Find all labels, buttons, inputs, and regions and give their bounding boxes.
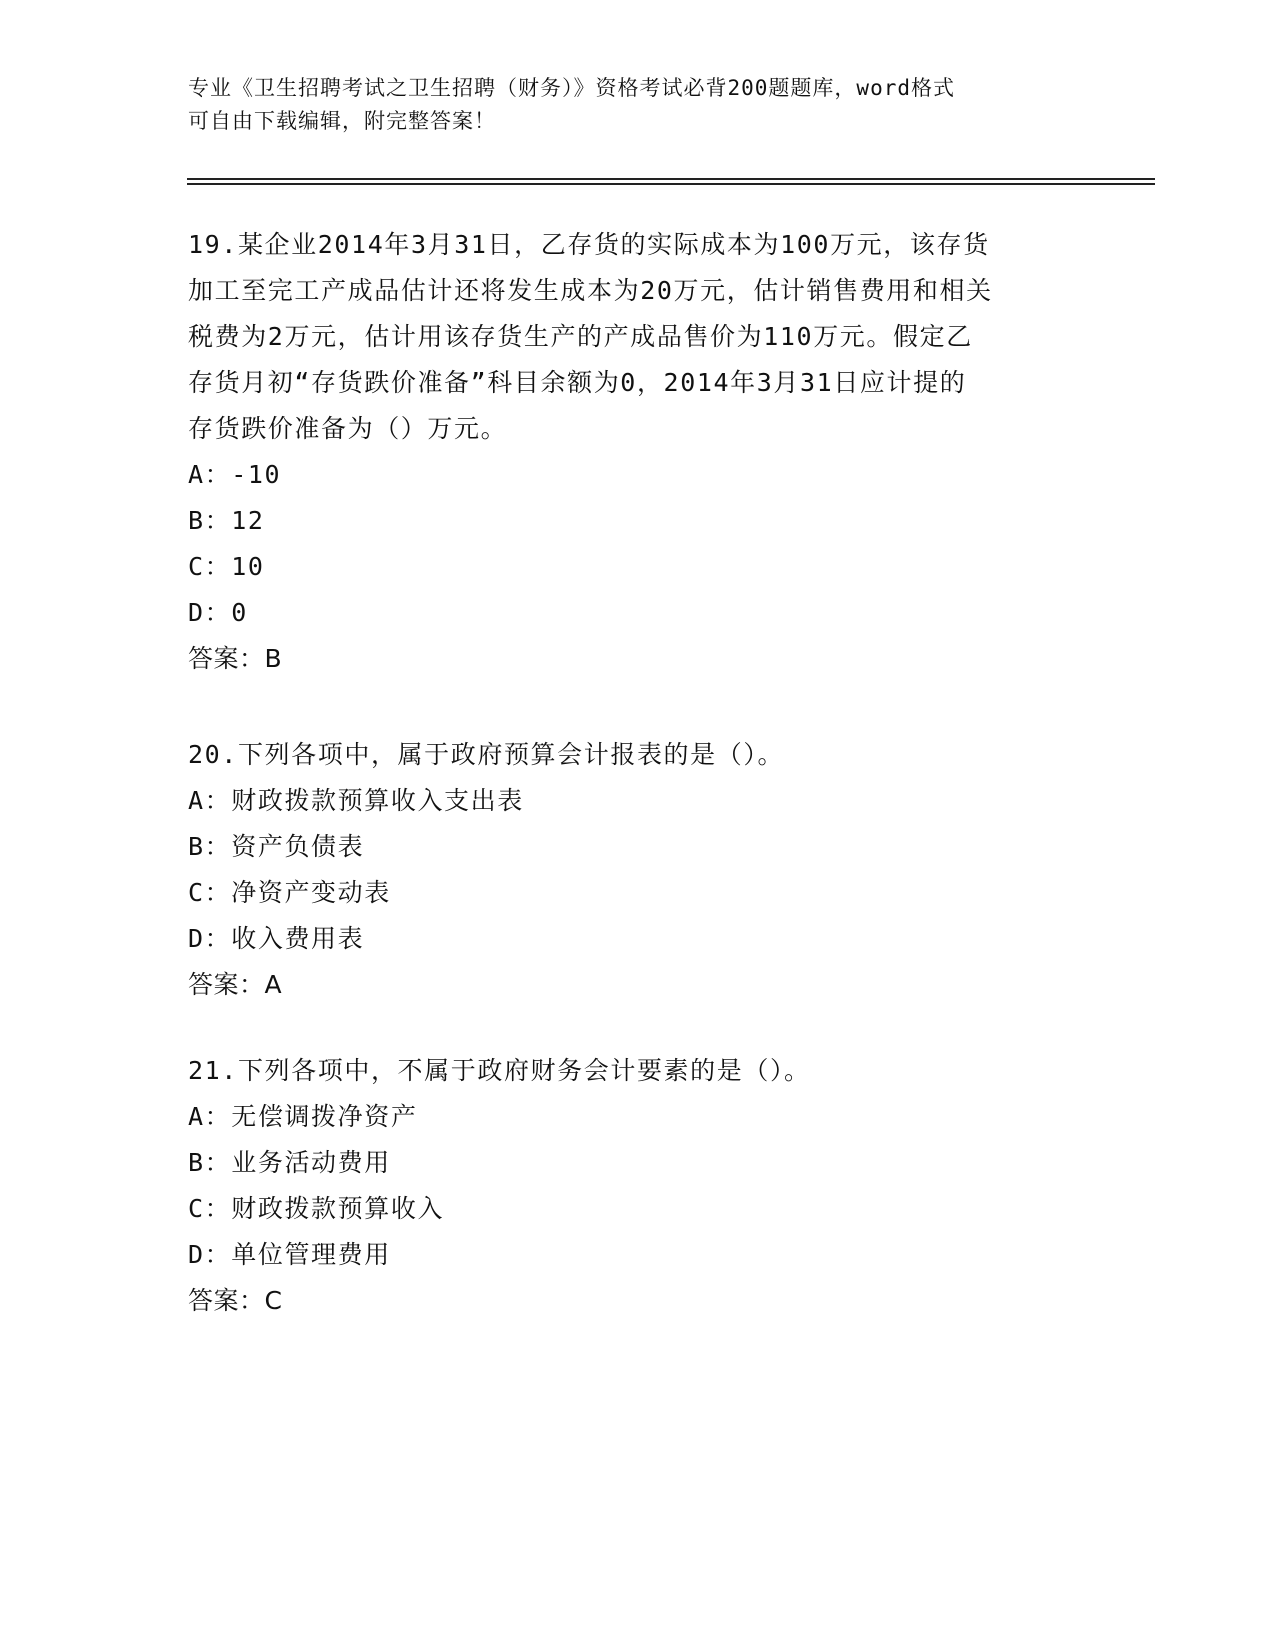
document-header <box>188 72 1068 138</box>
question-stem-line: 21.下列各项中，不属于政府财务会计要素的是（）。 <box>188 1056 811 1085</box>
option-a: A：财政拨款预算收入支出表 <box>188 786 524 815</box>
option-d: D：0 <box>188 598 248 627</box>
option-b: B：12 <box>188 506 265 535</box>
option-a: A：-10 <box>188 460 282 489</box>
option-d: D：单位管理费用 <box>188 1240 391 1269</box>
option-b: B：业务活动费用 <box>188 1148 391 1177</box>
question-21 <box>188 1048 811 1324</box>
question-stem-line: 20.下列各项中，属于政府预算会计报表的是（）。 <box>188 740 785 769</box>
header-line-1: 专业《卫生招聘考试之卫生招聘（财务）》资格考试必背200题题库，word格式 <box>188 76 955 100</box>
header-divider-top <box>187 178 1155 180</box>
option-b: B：资产负债表 <box>188 832 365 861</box>
answer-line: 答案：A <box>188 970 283 999</box>
answer-line: 答案：B <box>188 644 283 673</box>
option-c: C：10 <box>188 552 265 581</box>
question-stem-line: 税费为2万元，估计用该存货生产的产成品售价为110万元。假定乙 <box>188 322 973 351</box>
option-c: C：财政拨款预算收入 <box>188 1194 445 1223</box>
question-stem-line: 存货月初“存货跌价准备”科目余额为0，2014年3月31日应计提的 <box>188 368 967 397</box>
question-stem-line: 存货跌价准备为（）万元。 <box>188 414 508 443</box>
option-d: D：收入费用表 <box>188 924 365 953</box>
question-19 <box>188 222 993 682</box>
header-divider-bottom <box>187 183 1155 185</box>
answer-line: 答案：C <box>188 1286 283 1315</box>
question-20 <box>188 732 784 1008</box>
header-line-2: 可自由下载编辑，附完整答案！ <box>188 109 496 133</box>
question-stem-line: 19.某企业2014年3月31日，乙存货的实际成本为100万元，该存货 <box>188 230 990 259</box>
option-a: A：无偿调拨净资产 <box>188 1102 418 1131</box>
option-c: C：净资产变动表 <box>188 878 391 907</box>
question-stem-line: 加工至完工产成品估计还将发生成本为20万元，估计销售费用和相关 <box>188 276 993 305</box>
